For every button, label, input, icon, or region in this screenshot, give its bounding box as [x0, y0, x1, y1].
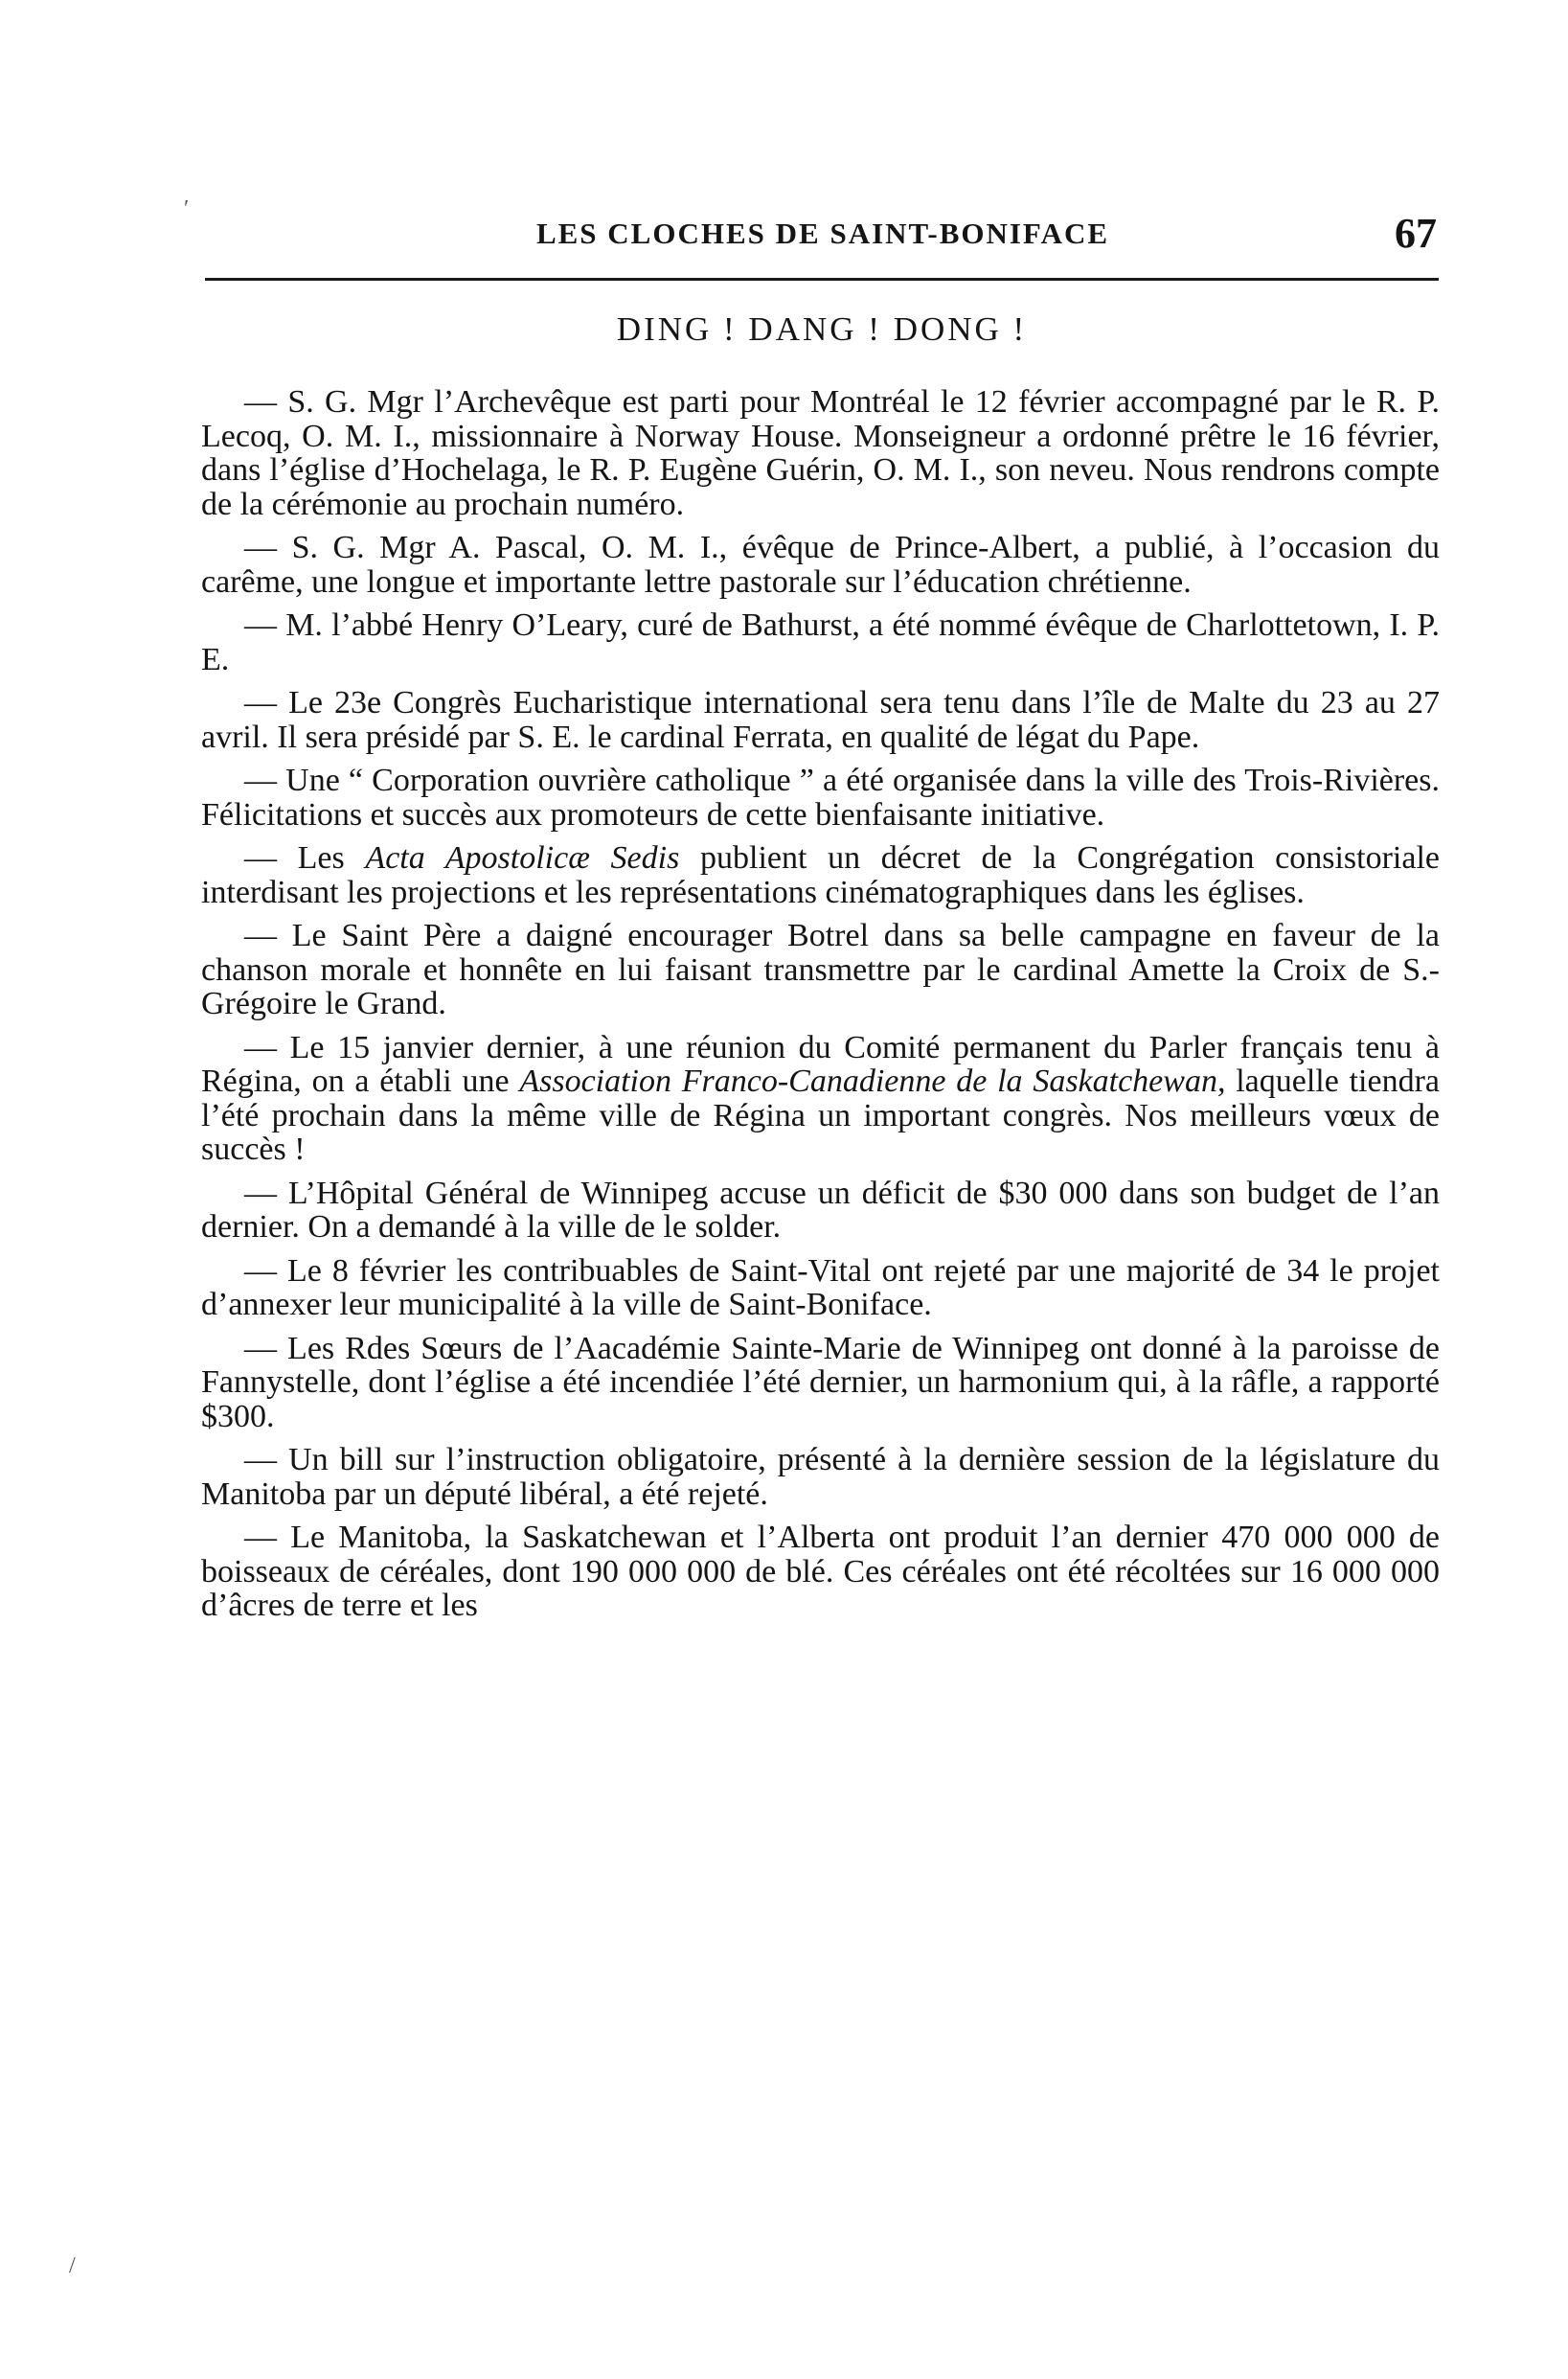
- running-head: [209, 209, 1437, 259]
- news-items: [201, 385, 1440, 1633]
- news-item-text: laquelle tiendra l’été prochain dans la même ville de Régina un important congrès. Nos meilleurs vœux de succès !: [201, 1064, 1440, 1167]
- news-item: — Le 23e Congrès Eucharistique international sera tenu dans l’île de Malte du 23 au 27 avril. Il sera présidé par S. E. le cardinal Ferrata, en qualité de légat du Pape.: [201, 685, 1440, 755]
- news-item: — S. G. Mgr A. Pascal, O. M. I., évêque de Prince-Albert, a publié, à l’occasion du carême, une longue et importante lettre pastorale sur l’éducation chrétienne.: [201, 530, 1440, 600]
- news-item-italic-title: Acta Apostolicæ Sedis: [365, 840, 680, 876]
- news-item: [201, 841, 1440, 909]
- scan-mark: /: [69, 2253, 76, 2278]
- news-item: — Le Manitoba, la Saskatchewan et l’Alberta ont produit l’an dernier 470 000 000 de boisseaux de céréales, dont 190 000 000 de blé. Ces céréales ont été récoltées sur 16 000 000 d’âcres de terre et les: [201, 1520, 1440, 1623]
- news-item: — Le Saint Père a daigné encourager Botrel dans sa belle campagne en faveur de la chanson morale et honnête en lui faisant transmettre par le cardinal Amette la Croix de S.- Grégoire le Grand.: [201, 918, 1440, 1021]
- news-item-text: publient un décret de la Congrégation consistoriale interdisant les projections et les représentations cinématographiques dans les églises.: [201, 840, 1440, 910]
- section-title: DING ! DANG ! DONG !: [616, 310, 1028, 348]
- news-item: — Un bill sur l’instruction obligatoire, présenté à la dernière session de la législature du Manitoba par un député libéral, a été rejeté.: [201, 1442, 1440, 1512]
- news-item: — S. G. Mgr l’Archevêque est parti pour Montréal le 12 février accompagné par le R. P. Lecoq, O. M. I., missionnaire à Norway House. Monseigneur a ordonné prêtre le 16 février, dans l’église d’Hochelaga, le R. P. Eugène Guérin, O. M. I., son neveu. Nous rendrons compte de la cérémonie au prochain numéro.: [201, 384, 1440, 522]
- news-item: — M. l’abbé Henry O’Leary, curé de Bathurst, a été nommé évêque de Charlottetown, I. P. E.: [201, 607, 1440, 677]
- news-item: — Les Rdes Sœurs de l’Aacadémie Sainte-Marie de Winnipeg ont donné à la paroisse de Fannystelle, dont l’église a été incendiée l’été dernier, un harmonium qui, à la râfle, a rapporté $300.: [201, 1330, 1440, 1434]
- news-item-italic-title: Association Franco-Canadienne de la Saskatchewan,: [519, 1064, 1226, 1099]
- news-item-text: — Les: [244, 840, 366, 876]
- scan-mark: ′: [184, 196, 190, 221]
- news-item: [201, 1031, 1440, 1167]
- news-item: — Une “ Corporation ouvrière catholique ” a été organisée dans la ville des Trois-Rivières. Félicitations et succès aux promoteurs de cette bienfaisante initiative.: [201, 763, 1440, 833]
- running-title: LES CLOCHES DE SAINT-BONIFACE: [535, 217, 1110, 250]
- page-number: 67: [1395, 210, 1437, 257]
- news-item-text: — Le 15 janvier dernier, à une réunion du Comité permanent du Parler français tenu à Régina, on a établi une: [201, 1029, 1440, 1099]
- news-item: — L’Hôpital Général de Winnipeg accuse un déficit de $30 000 dans son budget de l’an dernier. On a demandé à la ville de le solder.: [201, 1175, 1440, 1245]
- news-item: — Le 8 février les contribuables de Saint-Vital ont rejeté par une majorité de 34 le projet d’annexer leur municipalité à la ville de Saint-Boniface.: [201, 1252, 1440, 1322]
- header-rule: [205, 278, 1439, 281]
